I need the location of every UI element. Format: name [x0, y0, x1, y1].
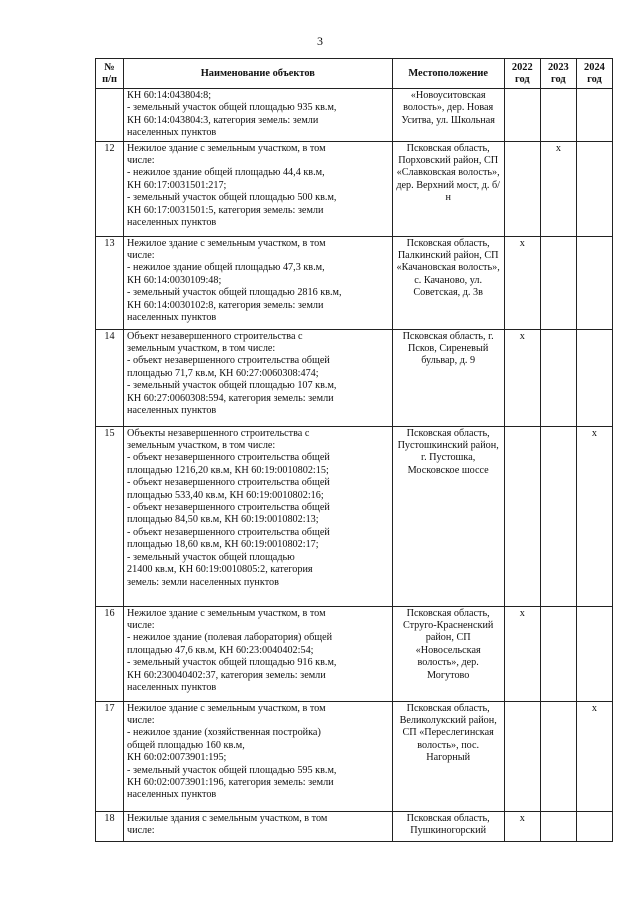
year-mark-2023	[540, 426, 576, 606]
description-line: Нежилые здания с земельным участком, в том	[127, 812, 328, 824]
description-line: КН 60:02:0073901:196, категория земель: земли	[127, 777, 334, 789]
description-line: - объект незавершенного строительства общей	[127, 502, 330, 514]
table-row	[96, 89, 613, 142]
year-mark-2022	[504, 141, 540, 236]
description-line: - объект незавершенного строительства общей	[127, 452, 330, 464]
description-line: КН 60:230040402:37, категория земель: земли	[127, 669, 326, 681]
description-line: - земельный участок общей площадью 935 кв.м,	[127, 102, 337, 114]
description-line: числе:	[127, 155, 155, 167]
objects-table	[95, 58, 613, 842]
row-number: 17	[96, 701, 124, 811]
description-line: населенных пунктов	[127, 127, 217, 139]
description-line: - земельный участок общей площадью 2816 кв.м,	[127, 287, 342, 299]
description-line: площадью 533,40 кв.м, КН 60:19:0010802:16;	[127, 489, 324, 501]
page-number: 3	[317, 34, 323, 48]
object-location: Псковская область, Порховский район, СП «Славковская волость», дер. Верхний мост, д. б/н	[392, 141, 504, 236]
object-description	[124, 141, 393, 236]
row-number: 18	[96, 811, 124, 841]
year-mark-2022: x	[504, 606, 540, 701]
description-line: населенных пунктов	[127, 789, 217, 801]
header-location: Местоположение	[392, 59, 504, 89]
object-description	[124, 701, 393, 811]
year-mark-2023: x	[540, 141, 576, 236]
description-line: - нежилое здание (хозяйственная постройка)	[127, 727, 321, 739]
description-line: площадью 1216,20 кв.м, КН 60:19:0010802:15;	[127, 464, 329, 476]
description-line: - земельный участок общей площадью 595 кв.м,	[127, 764, 337, 776]
object-description	[124, 329, 393, 426]
description-line: земель: земли населенных пунктов	[127, 576, 279, 588]
year-mark-2023	[540, 329, 576, 426]
description-line: КН 60:14:043804:3, категория земель: земли	[127, 114, 319, 126]
table-row	[96, 329, 613, 426]
description-line: - объект незавершенного строительства общей	[127, 355, 330, 367]
object-location: Псковская область, Струго-Красненский район, СП «Новосельская волость», дер. Могутово	[392, 606, 504, 701]
description-line: КН 60:27:0060308:594, категория земель: земли	[127, 392, 334, 404]
object-description	[124, 426, 393, 606]
header-2023: 2023 год	[540, 59, 576, 89]
year-mark-2022	[504, 89, 540, 142]
object-description	[124, 89, 393, 142]
description-line: - объект незавершенного строительства общей	[127, 477, 330, 489]
description-line: Нежилое здание с земельным участком, в том	[127, 142, 326, 154]
table-row	[96, 141, 613, 236]
description-line: числе:	[127, 250, 155, 262]
object-location: Псковская область, Пустошкинский район, г. Пустошка, Московское шоссе	[392, 426, 504, 606]
table-row	[96, 811, 613, 841]
description-line: - нежилое здание (полевая лаборатория) общей	[127, 632, 333, 644]
header-name: Наименование объектов	[124, 59, 393, 89]
description-line: числе:	[127, 715, 155, 727]
object-location: Псковская область, Пушкиногорский	[392, 811, 504, 841]
description-line: земельным участком, в том числе:	[127, 440, 276, 452]
object-description	[124, 236, 393, 329]
year-mark-2022: x	[504, 329, 540, 426]
row-number: 12	[96, 141, 124, 236]
description-line: площадью 18,60 кв.м, КН 60:19:0010802:17;	[127, 539, 319, 551]
year-mark-2024: x	[576, 701, 612, 811]
year-mark-2024: x	[576, 426, 612, 606]
year-mark-2022	[504, 701, 540, 811]
description-line: КН 60:14:0030102:8, категория земель: земли	[127, 299, 324, 311]
description-line: Нежилое здание с земельным участком, в том	[127, 607, 326, 619]
year-mark-2022: x	[504, 811, 540, 841]
year-mark-2023	[540, 701, 576, 811]
description-line: Нежилое здание с земельным участком, в том	[127, 702, 326, 714]
year-mark-2024	[576, 89, 612, 142]
year-mark-2024	[576, 606, 612, 701]
description-line: 21400 кв.м, КН 60:19:0010805:2, категория	[127, 564, 313, 576]
year-mark-2022	[504, 426, 540, 606]
description-line: населенных пунктов	[127, 217, 217, 229]
description-line: - нежилое здание общей площадью 44,4 кв.м,	[127, 167, 325, 179]
description-line: - земельный участок общей площадью 500 кв.м,	[127, 192, 337, 204]
year-mark-2023	[540, 606, 576, 701]
description-line: населенных пунктов	[127, 312, 217, 324]
description-line: площадью 71,7 кв.м, КН 60:27:0060308:474;	[127, 367, 319, 379]
description-line: - нежилое здание общей площадью 47,3 кв.м,	[127, 262, 325, 274]
row-number: 15	[96, 426, 124, 606]
description-line: Объекты незавершенного строительства с	[127, 427, 310, 439]
description-line: Объект незавершенного строительства с	[127, 330, 303, 342]
object-location: Псковская область, г. Псков, Сиреневый бульвар, д. 9	[392, 329, 504, 426]
description-line: - земельный участок общей площадью 916 кв.м,	[127, 657, 337, 669]
header-number: № п/п	[96, 59, 124, 89]
description-line: населенных пунктов	[127, 682, 217, 694]
header-2024: 2024 год	[576, 59, 612, 89]
description-line: - земельный участок общей площадью 107 кв.м,	[127, 380, 337, 392]
header-2022: 2022 год	[504, 59, 540, 89]
description-line: площадью 47,6 кв.м, КН 60:23:0040402:54;	[127, 644, 314, 656]
year-mark-2024	[576, 329, 612, 426]
year-mark-2024	[576, 236, 612, 329]
year-mark-2023	[540, 811, 576, 841]
description-line: площадью 84,50 кв.м, КН 60:19:0010802:13;	[127, 514, 319, 526]
description-line: общей площадью 160 кв.м,	[127, 739, 245, 751]
object-description	[124, 606, 393, 701]
description-line: КН 60:17:0031501:217;	[127, 179, 227, 191]
description-line: КН 60:14:043804:8;	[127, 90, 212, 101]
table-row	[96, 606, 613, 701]
table-header-row	[96, 59, 613, 89]
description-line: - земельный участок общей площадью	[127, 551, 295, 563]
row-number: 13	[96, 236, 124, 329]
description-line: числе:	[127, 620, 155, 632]
object-location: «Новоуситовская волость», дер. Новая Уситва, ул. Школьная	[392, 89, 504, 142]
description-line: КН 60:02:0073901:195;	[127, 752, 227, 764]
object-location: Псковская область, Палкинский район, СП «Качановская волость», с. Качаново, ул. Советская, д. 3в	[392, 236, 504, 329]
description-line: числе:	[127, 825, 155, 837]
row-number: 14	[96, 329, 124, 426]
year-mark-2023	[540, 236, 576, 329]
year-mark-2024	[576, 811, 612, 841]
description-line: населенных пунктов	[127, 405, 217, 417]
row-number: 16	[96, 606, 124, 701]
year-mark-2022: x	[504, 236, 540, 329]
table-row	[96, 701, 613, 811]
table-row	[96, 426, 613, 606]
description-line: - объект незавершенного строительства общей	[127, 526, 330, 538]
row-number	[96, 89, 124, 142]
year-mark-2024	[576, 141, 612, 236]
table-body	[96, 89, 613, 842]
description-line: КН 60:14:0030109:48;	[127, 274, 222, 286]
object-location: Псковская область, Великолукский район, СП «Переслегинская волость», пос. Нагорный	[392, 701, 504, 811]
year-mark-2023	[540, 89, 576, 142]
description-line: Нежилое здание с земельным участком, в том	[127, 237, 326, 249]
description-line: КН 60:17:0031501:5, категория земель: земли	[127, 204, 324, 216]
description-line: земельным участком, в том числе:	[127, 343, 276, 355]
object-description	[124, 811, 393, 841]
table-row	[96, 236, 613, 329]
